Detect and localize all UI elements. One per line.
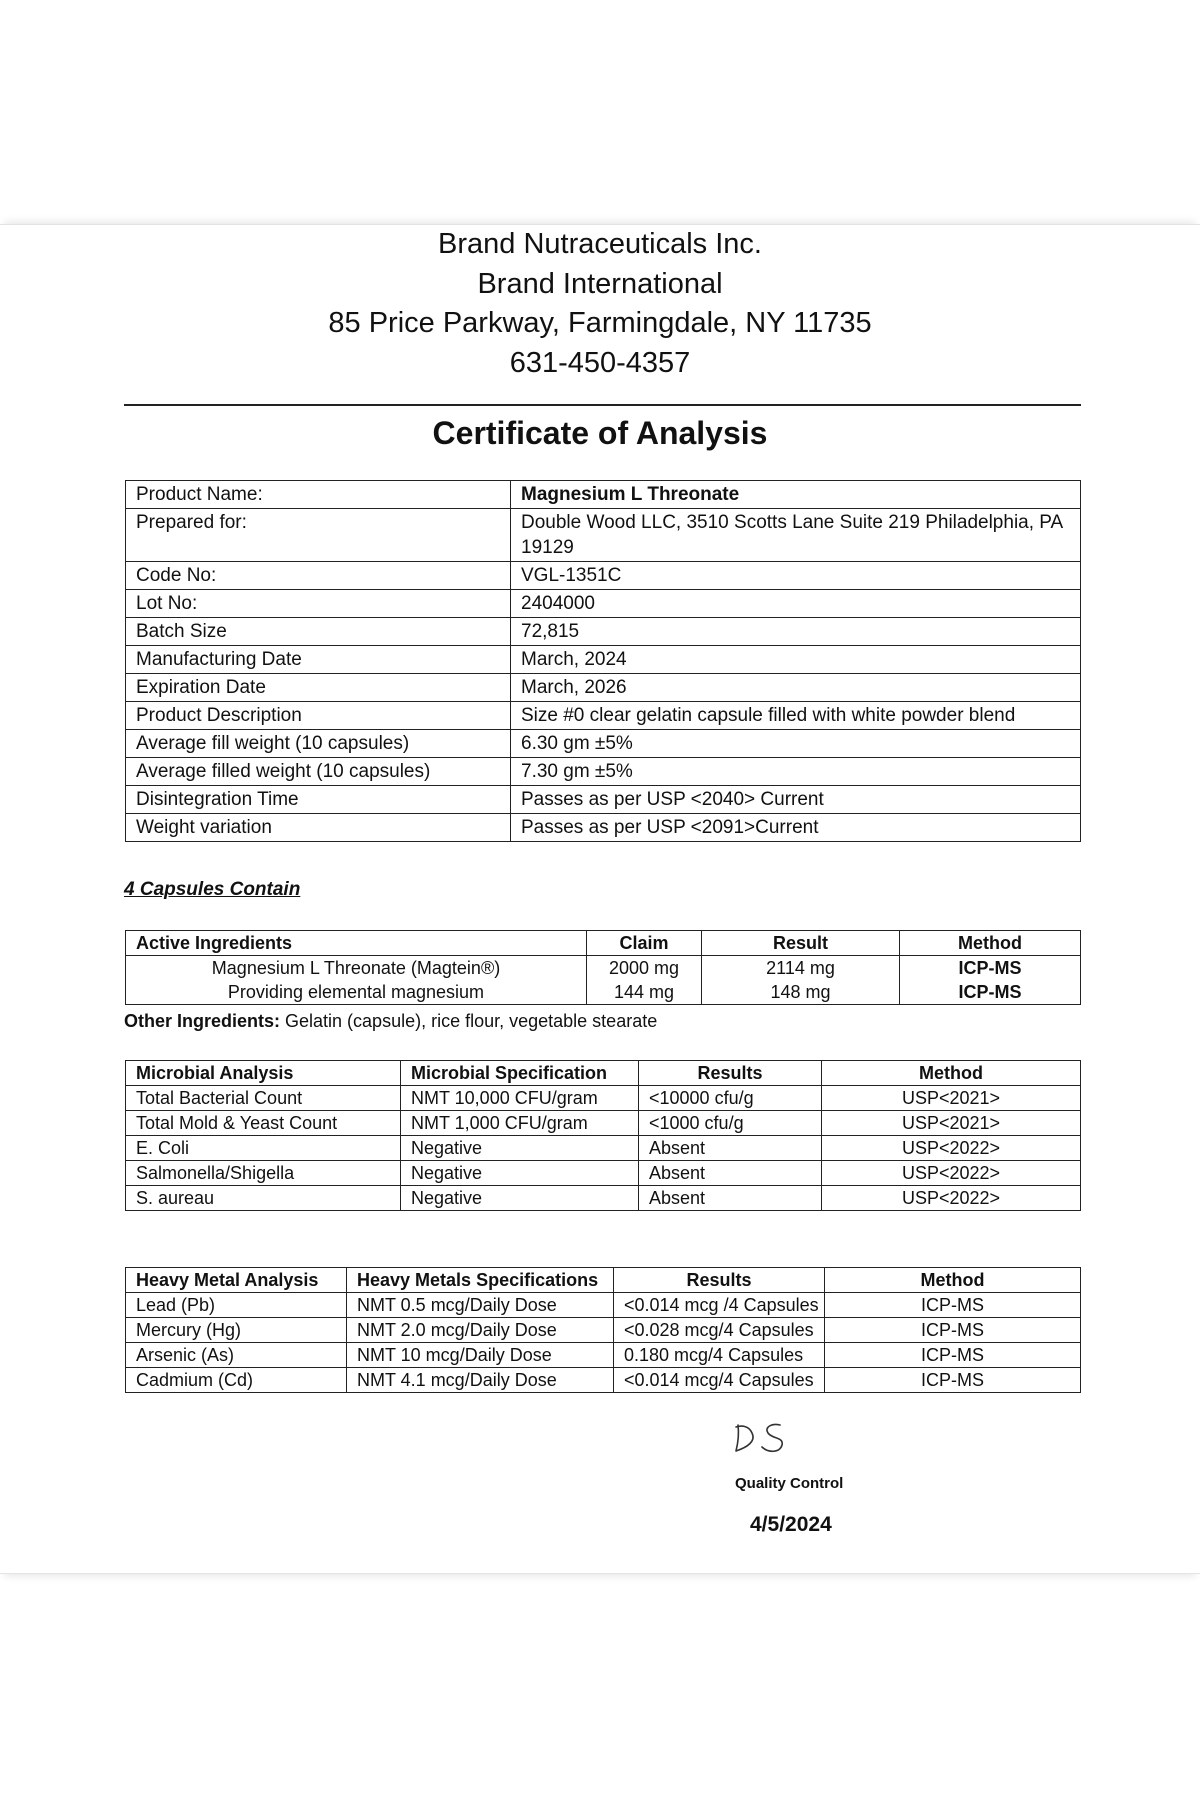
table-row [126,1318,1081,1343]
product-info-label: Product Name: [126,481,511,509]
table-row [126,1161,1081,1186]
result-cell: <0.028 mcg/4 Capsules [614,1318,825,1343]
table-row [126,1368,1081,1393]
company-phone: 631-450-4357 [509,347,691,379]
company-name: Brand Nutraceuticals Inc. [438,228,762,260]
product-info-value: Double Wood LLC, 3510 Scotts Lane Suite 219 Philadelphia, PA 19129 [511,509,1081,562]
product-info-row [126,758,1081,786]
product-info-label: Average fill weight (10 capsules) [126,730,511,758]
table-row [126,956,1081,981]
specification-cell: Negative [401,1186,639,1211]
metal-header-spec: Heavy Metals Specifications [347,1268,614,1293]
product-info-row [126,509,1081,562]
metal-header-results: Results [614,1268,825,1293]
specification-cell: NMT 2.0 mcg/Daily Dose [347,1318,614,1343]
product-info-value: VGL-1351C [511,562,1081,590]
method-cell: USP<2022> [822,1136,1081,1161]
result-cell: <0.014 mcg /4 Capsules [614,1293,825,1318]
specification-cell: NMT 0.5 mcg/Daily Dose [347,1293,614,1318]
product-info-row [126,590,1081,618]
product-info-row [126,674,1081,702]
active-header-ingredient: Active Ingredients [126,931,587,956]
table-row [126,1136,1081,1161]
analysis-name-cell: Lead (Pb) [126,1293,347,1318]
quality-control-signature [730,1413,810,1457]
other-ingredients [124,1011,657,1032]
result-cell: 0.180 mcg/4 Capsules [614,1343,825,1368]
product-info-label: Batch Size [126,618,511,646]
section-title: 4 Capsules Contain [124,879,301,900]
product-info-value: Magnesium L Threonate [511,481,1081,509]
table-row [126,1186,1081,1211]
method-cell: USP<2022> [822,1186,1081,1211]
ingredient-claim: 144 mg [587,980,702,1005]
analysis-name-cell: Cadmium (Cd) [126,1368,347,1393]
product-info-value: Passes as per USP <2091>Current [511,814,1081,842]
microbial-analysis-table [125,1060,1081,1211]
result-cell: <1000 cfu/g [639,1111,822,1136]
method-cell: USP<2021> [822,1111,1081,1136]
method-cell: ICP-MS [825,1293,1081,1318]
table-row [126,980,1081,1005]
method-cell: USP<2022> [822,1161,1081,1186]
ingredient-name: Providing elemental magnesium [126,980,587,1005]
product-info-value: Size #0 clear gelatin capsule filled with white powder blend [511,702,1081,730]
product-info-value: March, 2024 [511,646,1081,674]
company-address: 85 Price Parkway, Farmingdale, NY 11735 [328,307,872,339]
result-cell: <0.014 mcg/4 Capsules [614,1368,825,1393]
analysis-name-cell: S. aureau [126,1186,401,1211]
result-cell: Absent [639,1186,822,1211]
analysis-name-cell: Mercury (Hg) [126,1318,347,1343]
document-page [0,224,1200,1574]
method-cell: ICP-MS [825,1368,1081,1393]
product-info-row [126,646,1081,674]
ingredient-result: 2114 mg [702,956,900,981]
product-info-row [126,562,1081,590]
analysis-name-cell: Arsenic (As) [126,1343,347,1368]
document-title: Certificate of Analysis [432,415,768,451]
quality-control-label: Quality Control [735,1475,844,1492]
microbial-header-results: Results [639,1061,822,1086]
product-info-label: Product Description [126,702,511,730]
product-info-value: 7.30 gm ±5% [511,758,1081,786]
ingredient-name: Magnesium L Threonate (Magtein®) [126,956,587,981]
active-ingredients-table [125,930,1081,1005]
other-ingredients-text: Gelatin (capsule), rice flour, vegetable stearate [280,1011,658,1031]
product-info-value: March, 2026 [511,674,1081,702]
microbial-header-analysis: Microbial Analysis [126,1061,401,1086]
method-cell: ICP-MS [825,1343,1081,1368]
product-info-label: Average filled weight (10 capsules) [126,758,511,786]
product-info-label: Prepared for: [126,509,511,562]
product-info-label: Manufacturing Date [126,646,511,674]
heavy-metal-analysis-table [125,1267,1081,1393]
product-info-row [126,481,1081,509]
product-info-row [126,618,1081,646]
table-row [126,1343,1081,1368]
specification-cell: NMT 4.1 mcg/Daily Dose [347,1368,614,1393]
specification-cell: Negative [401,1161,639,1186]
active-header-result: Result [702,931,900,956]
product-info-value: 6.30 gm ±5% [511,730,1081,758]
other-ingredients-label: Other Ingredients: [124,1011,281,1031]
microbial-header-method: Method [822,1061,1081,1086]
active-header-method: Method [900,931,1081,956]
product-info-label: Expiration Date [126,674,511,702]
division-name: Brand International [477,268,723,300]
product-info-label: Disintegration Time [126,786,511,814]
product-info-label: Weight variation [126,814,511,842]
product-info-label: Lot No: [126,590,511,618]
result-cell: Absent [639,1136,822,1161]
specification-cell: NMT 10 mcg/Daily Dose [347,1343,614,1368]
product-info-value: Passes as per USP <2040> Current [511,786,1081,814]
product-info-row [126,730,1081,758]
signoff-date: 4/5/2024 [750,1513,832,1536]
analysis-name-cell: Total Bacterial Count [126,1086,401,1111]
result-cell: Absent [639,1161,822,1186]
result-cell: <10000 cfu/g [639,1086,822,1111]
analysis-name-cell: E. Coli [126,1136,401,1161]
analysis-name-cell: Total Mold & Yeast Count [126,1111,401,1136]
product-info-value: 72,815 [511,618,1081,646]
metal-header-method: Method [825,1268,1081,1293]
specification-cell: NMT 10,000 CFU/gram [401,1086,639,1111]
ingredient-method: ICP-MS [900,980,1081,1005]
table-row [126,1293,1081,1318]
product-info-row [126,702,1081,730]
microbial-header-spec: Microbial Specification [401,1061,639,1086]
analysis-name-cell: Salmonella/Shigella [126,1161,401,1186]
ingredient-result: 148 mg [702,980,900,1005]
specification-cell: Negative [401,1136,639,1161]
method-cell: USP<2021> [822,1086,1081,1111]
table-row [126,1086,1081,1111]
product-info-label: Code No: [126,562,511,590]
header-divider [124,404,1081,406]
product-info-table [125,480,1081,842]
specification-cell: NMT 1,000 CFU/gram [401,1111,639,1136]
active-header-claim: Claim [587,931,702,956]
ingredient-method: ICP-MS [900,956,1081,981]
table-row [126,1111,1081,1136]
product-info-row [126,814,1081,842]
metal-header-analysis: Heavy Metal Analysis [126,1268,347,1293]
product-info-value: 2404000 [511,590,1081,618]
method-cell: ICP-MS [825,1318,1081,1343]
product-info-row [126,786,1081,814]
ingredient-claim: 2000 mg [587,956,702,981]
